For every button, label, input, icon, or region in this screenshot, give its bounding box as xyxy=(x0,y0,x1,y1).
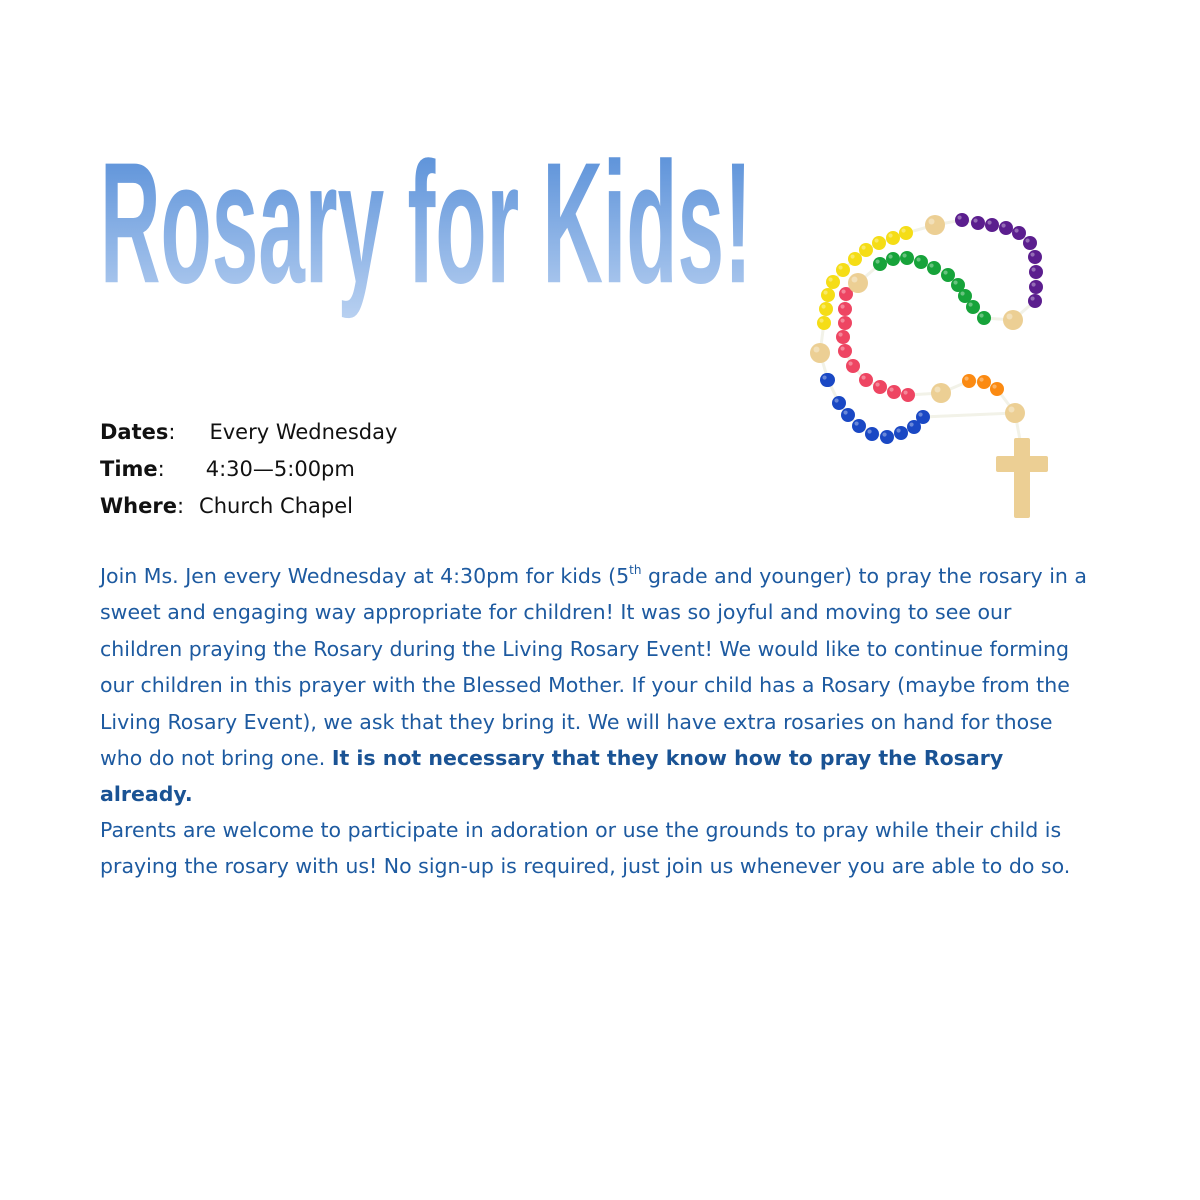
green-bead xyxy=(914,255,928,269)
yellow-bead xyxy=(826,275,840,289)
flyer-title xyxy=(96,96,766,326)
parents-paragraph: Parents are welcome to participate in adoration or use the grounds to pray while their child is praying the rosary with us! No sign-up is required, just join us whenever you are able to do so. xyxy=(100,818,1071,879)
bead-highlight xyxy=(943,270,947,274)
bead-highlight xyxy=(992,384,996,388)
bead-highlight xyxy=(888,254,892,258)
bead-highlight xyxy=(848,361,852,365)
bead-highlight xyxy=(841,289,845,293)
bead-highlight xyxy=(1025,238,1029,242)
purple-bead xyxy=(1029,265,1043,279)
bead-highlight xyxy=(843,410,847,414)
orange-bead xyxy=(990,382,1004,396)
bead-highlight xyxy=(953,280,957,284)
bead-highlight xyxy=(935,387,941,393)
title-text: Rosary for Kids! xyxy=(100,127,752,320)
bead-highlight xyxy=(916,257,920,261)
bead-highlight xyxy=(1030,252,1034,256)
bead-highlight xyxy=(874,238,878,242)
where-value: Church Chapel xyxy=(199,494,353,518)
bead-highlight xyxy=(819,318,823,322)
bead-highlight xyxy=(838,332,842,336)
cross-icon xyxy=(996,438,1048,518)
bead-highlight xyxy=(889,387,893,391)
bead-highlight xyxy=(888,233,892,237)
description-text-1: Join Ms. Jen every Wednesday at 4:30pm for kids (5 xyxy=(100,564,630,588)
red-bead xyxy=(873,380,887,394)
red-bead xyxy=(838,316,852,330)
purple-bead xyxy=(955,213,969,227)
green-bead xyxy=(900,251,914,265)
bead-highlight xyxy=(882,432,886,436)
bead-highlight xyxy=(901,228,905,232)
time-value: 4:30—5:00pm xyxy=(205,457,355,481)
bead-highlight xyxy=(979,377,983,381)
bead-highlight xyxy=(821,304,825,308)
bead-highlight xyxy=(834,398,838,402)
purple-bead xyxy=(1028,294,1042,308)
dates-label: Dates xyxy=(100,420,169,444)
wood-bead xyxy=(931,383,951,403)
bead-highlight xyxy=(852,277,858,283)
blue-bead xyxy=(820,373,834,387)
red-bead xyxy=(846,359,860,373)
cross-horizontal xyxy=(996,456,1048,472)
bead-highlight xyxy=(822,375,826,379)
orange-bead xyxy=(962,374,976,388)
bead-highlight xyxy=(854,421,858,425)
rosary-beads-cross-image xyxy=(790,200,1080,530)
event-details xyxy=(100,414,397,525)
green-bead xyxy=(927,261,941,275)
bead-highlight xyxy=(987,220,991,224)
bead-highlight xyxy=(1009,407,1015,413)
yellow-bead xyxy=(872,236,886,250)
wood-bead xyxy=(1005,403,1025,423)
red-bead xyxy=(859,373,873,387)
blue-bead xyxy=(880,430,894,444)
bead-highlight xyxy=(1030,296,1034,300)
ordinal-suffix: th xyxy=(629,563,642,577)
bead-highlight xyxy=(861,375,865,379)
yellow-bead xyxy=(899,226,913,240)
bead-highlight xyxy=(1031,267,1035,271)
green-bead xyxy=(977,311,991,325)
bead-highlight xyxy=(823,290,827,294)
bead-highlight xyxy=(902,253,906,257)
bead-highlight xyxy=(979,313,983,317)
bead-highlight xyxy=(867,429,871,433)
yellow-bead xyxy=(848,252,862,266)
bead-highlight xyxy=(850,254,854,258)
bead-highlight xyxy=(840,346,844,350)
bead-highlight xyxy=(929,219,935,225)
where-label: Where xyxy=(100,494,177,518)
blue-bead xyxy=(907,420,921,434)
blue-bead xyxy=(841,408,855,422)
where-row: Where: Church Chapel xyxy=(100,494,353,518)
bead-highlight xyxy=(828,277,832,281)
purple-bead xyxy=(1029,280,1043,294)
dates-value: Every Wednesday xyxy=(209,420,398,444)
red-bead xyxy=(838,302,852,316)
bead-highlight xyxy=(838,265,842,269)
green-bead xyxy=(951,278,965,292)
bead-highlight xyxy=(1001,223,1005,227)
bead-highlight xyxy=(861,245,865,249)
orange-bead xyxy=(977,375,991,389)
cross-vertical xyxy=(1014,438,1030,518)
bead-highlight xyxy=(918,412,922,416)
green-bead xyxy=(886,252,900,266)
time-label: Time xyxy=(100,457,158,481)
bead-highlight xyxy=(960,291,964,295)
bead-highlight xyxy=(875,259,879,263)
purple-bead xyxy=(985,218,999,232)
purple-bead xyxy=(1028,250,1042,264)
yellow-bead xyxy=(821,288,835,302)
bead-highlight xyxy=(957,215,961,219)
bead-highlight xyxy=(1014,228,1018,232)
emphasis-text: It is not necessary that they know how to pray the Rosary already. xyxy=(100,746,1004,807)
bead-highlight xyxy=(929,263,933,267)
rosary-beads xyxy=(810,213,1043,444)
bead-highlight xyxy=(1007,314,1013,320)
bead-highlight xyxy=(909,422,913,426)
description-paragraph xyxy=(100,558,1100,813)
red-bead xyxy=(836,330,850,344)
bead-highlight xyxy=(840,304,844,308)
yellow-bead xyxy=(836,263,850,277)
bead-highlight xyxy=(1031,282,1035,286)
purple-bead xyxy=(999,221,1013,235)
wood-bead xyxy=(848,273,868,293)
wood-bead xyxy=(925,215,945,235)
yellow-bead xyxy=(817,316,831,330)
red-bead xyxy=(901,388,915,402)
purple-bead xyxy=(1012,226,1026,240)
bead-highlight xyxy=(968,302,972,306)
wood-bead xyxy=(810,343,830,363)
blue-bead xyxy=(865,427,879,441)
wood-bead xyxy=(1003,310,1023,330)
red-bead xyxy=(838,344,852,358)
yellow-bead xyxy=(886,231,900,245)
bead-highlight xyxy=(840,318,844,322)
blue-bead xyxy=(852,419,866,433)
green-bead xyxy=(873,257,887,271)
purple-bead xyxy=(971,216,985,230)
yellow-bead xyxy=(859,243,873,257)
red-bead xyxy=(887,385,901,399)
blue-bead xyxy=(894,426,908,440)
dates-row: Dates: Every Wednesday xyxy=(100,420,398,444)
description-text-2: grade and younger) to pray the rosary in a sweet and engaging way appropriate for children! It was so joyful and moving to see our children praying the Rosary during the Living Rosary Event! We would like to continue forming our children in this prayer with the Blessed Mother. If your child has a Rosary (maybe from the Living Rosary Event), we ask that they bring it. We will have extra rosaries on hand for those who do not bring one. xyxy=(100,564,1087,771)
bead-highlight xyxy=(814,347,820,353)
green-bead xyxy=(941,268,955,282)
bead-highlight xyxy=(903,390,907,394)
bead-highlight xyxy=(875,382,879,386)
bead-highlight xyxy=(896,428,900,432)
yellow-bead xyxy=(819,302,833,316)
time-row: Time: 4:30—5:00pm xyxy=(100,457,355,481)
bead-highlight xyxy=(973,218,977,222)
blue-bead xyxy=(832,396,846,410)
bead-highlight xyxy=(964,376,968,380)
purple-bead xyxy=(1023,236,1037,250)
